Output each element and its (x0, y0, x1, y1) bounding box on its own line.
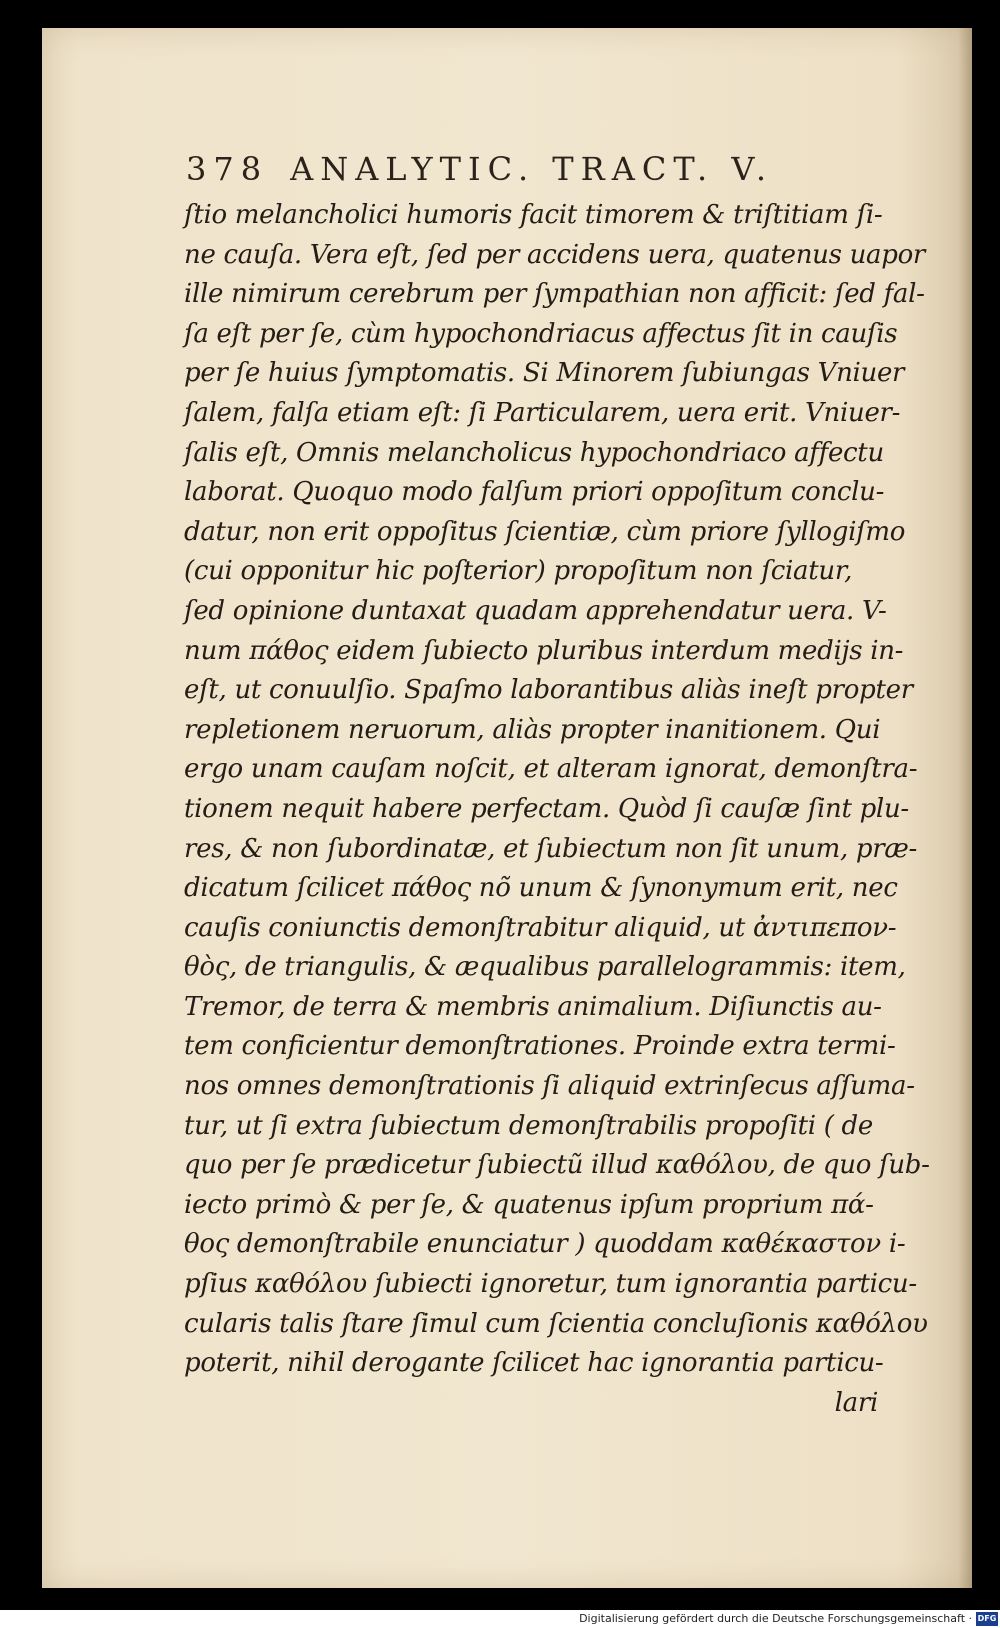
text-line: ſa eſt per ſe, cùm hypochondriacus affectus ſit in cauſis (184, 318, 898, 349)
digitization-credit: Digitalisierung gefördert durch die Deutsche Forschungsgemeinschaft · (579, 1612, 972, 1625)
text-line: eſt, ut conuulſio. Spaſmo laborantibus aliàs ineſt propter (184, 675, 913, 706)
body-text (184, 196, 930, 1423)
dfg-logo: DFG (976, 1612, 998, 1626)
running-title: ANALYTIC. TRACT. V. (290, 150, 773, 188)
text-line: ille nimirum cerebrum per ſympathian non afficit: ſed fal- (184, 279, 925, 310)
text-line: ne cauſa. Vera eſt, ſed per accidens uera, quatenus uapor (184, 239, 926, 270)
text-line: datur, non erit oppoſitus ſcientiæ, cùm priore ſyllogiſmo (184, 516, 906, 547)
text-line: repletionem neruorum, aliàs propter inanitionem. Qui (184, 714, 881, 745)
text-line: dicatum ſcilicet πάθος nõ unum & ſynonymum erit, nec (184, 873, 898, 904)
text-line: ergo unam cauſam noſcit, et alteram ignorat, demonſtra- (184, 754, 918, 785)
text-line: ſalis eſt, Omnis melancholicus hypochondriaco affectu (184, 437, 884, 468)
page-number: 378 (186, 150, 269, 188)
text-line: poterit, nihil derogante ſcilicet hac ignorantia particu- (184, 1348, 884, 1379)
text-line: (cui opponitur hic poſterior) propoſitum non ſciatur, (184, 556, 853, 587)
text-line: tem conficientur demonſtrationes. Proinde extra termi- (184, 1031, 896, 1062)
text-line: num πάθος eidem ſubiecto pluribus interdum medijs in- (184, 635, 904, 666)
text-line: ſed opinione duntaxat quadam apprehendatur uera. V- (184, 595, 887, 626)
text-line: θος demonſtrabile enunciatur ) quoddam καθέκαστον i- (184, 1229, 906, 1260)
text-line: tur, ut ſi extra ſubiectum demonſtrabilis propoſiti ( de (184, 1110, 873, 1141)
text-line: laborat. Quoquo modo falſum priori oppoſitum conclu- (184, 477, 885, 508)
text-line: Tremor, de terra & membris animalium. Diſiunctis au- (184, 991, 882, 1022)
text-line: cauſis coniunctis demonſtrabitur aliquid, ut ἀντιπεπον- (184, 912, 897, 943)
text-line: cularis talis ſtare ſimul cum ſcientia concluſionis καθόλου (184, 1308, 928, 1339)
page-edge-shadow (958, 28, 972, 1588)
text-line: ſtio melancholici humoris facit timorem & triſtitiam ſi- (184, 200, 883, 230)
text-line: tionem nequit habere perfectam. Quòd ſi cauſæ ſint plu- (184, 793, 909, 824)
running-head (186, 150, 886, 200)
text-line: θὸς, de triangulis, & æqualibus parallelogrammis: item, (184, 952, 906, 983)
text-line: per ſe huius ſymptomatis. Si Minorem ſubiungas Vniuer (184, 358, 905, 389)
text-line: res, & non ſubordinatæ, et ſubiectum non ſit unum, præ- (184, 833, 917, 864)
catchword: lari (834, 1387, 878, 1418)
text-line: quo per ſe prædicetur ſubiectũ illud καθόλου, de quo ſub- (184, 1150, 930, 1181)
text-line: iecto primò & per ſe, & quatenus ipſum proprium πά- (184, 1189, 874, 1220)
text-line: nos omnes demonſtrationis ſi aliquid extrinſecus aſſuma- (184, 1071, 915, 1102)
text-line: ſalem, falſa etiam eſt: ſi Particularem, uera erit. Vniuer- (184, 397, 901, 428)
text-line: pſius καθόλου ſubiecti ignoretur, tum ignorantia particu- (184, 1269, 917, 1300)
